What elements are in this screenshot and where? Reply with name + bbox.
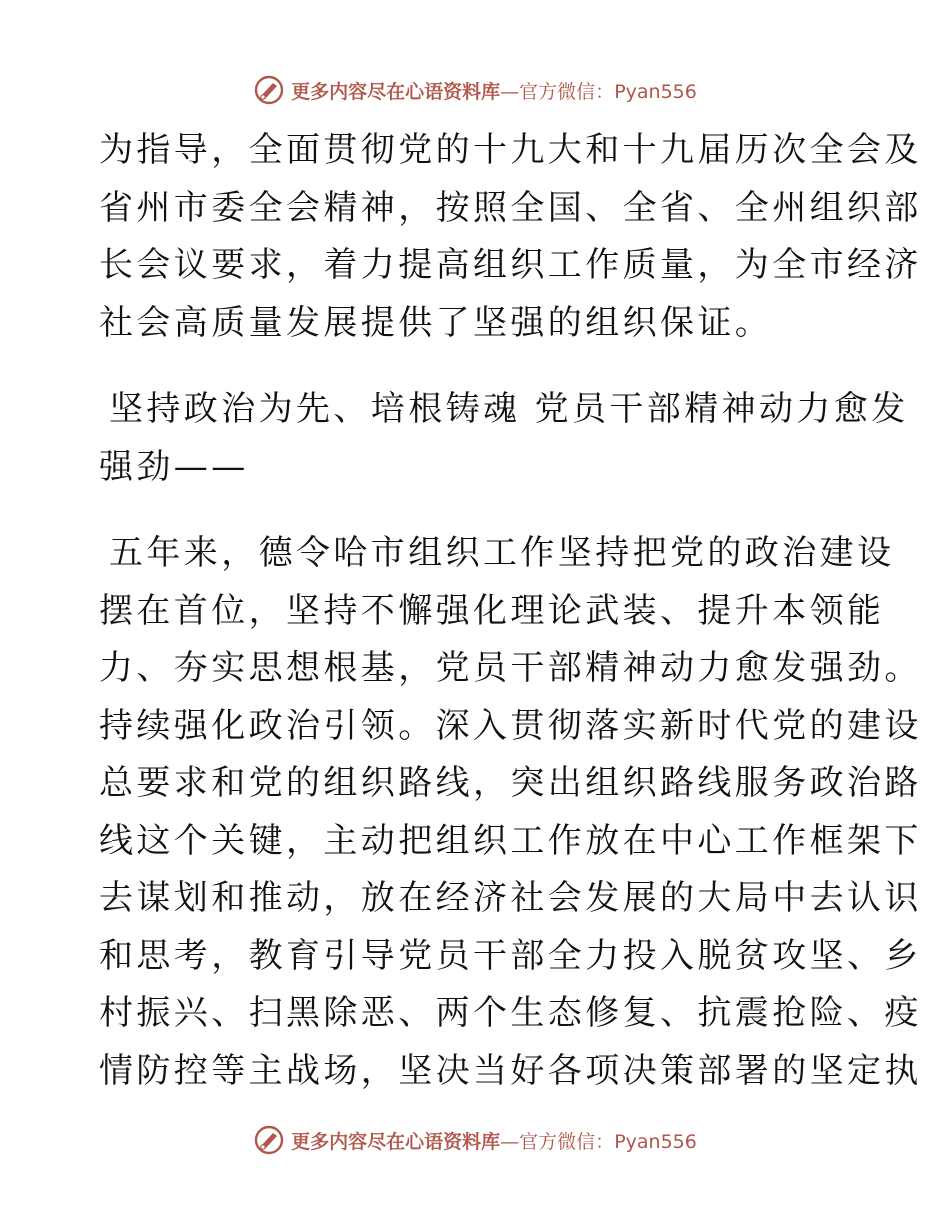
banner-wechat-label: 官方微信：: [519, 80, 615, 103]
banner-text: [291, 77, 697, 104]
paragraph-gap: [99, 496, 859, 525]
text-line: 力、夯实思想根基，党员干部精神动力愈发强劲。: [99, 648, 922, 688]
text-line: 总要求和党的组织路线，突出组织路线服务政治路: [99, 763, 922, 803]
text-line: 长会议要求，着力提高组织工作质量，为全市经济: [99, 245, 922, 285]
text-line: 持续强化政治引领。深入贯彻落实新时代党的建设: [99, 705, 922, 746]
heading-line: 强劲——: [99, 446, 249, 487]
banner-dash: —: [500, 1130, 520, 1153]
document-body: [99, 122, 922, 1100]
pen-circle-logo-icon: [253, 74, 285, 106]
paragraph-1: [99, 122, 922, 352]
text-line: 社会高质量发展提供了坚强的组织保证。: [99, 302, 773, 343]
banner-text: [291, 1127, 697, 1154]
banner-wechat-label: 官方微信：: [519, 1130, 615, 1153]
banner-main-text: 更多内容尽在心语资料库: [291, 1130, 501, 1153]
text-line: 去谋划和推动，放在经济社会发展的大局中去认识: [99, 878, 922, 918]
banner-wechat-id: Pyan556: [614, 1130, 697, 1153]
paragraph-2: [99, 525, 922, 1100]
text-line: 村振兴、扫黑除恶、两个生态修复、抗震抢险、疫: [99, 993, 922, 1033]
header-watermark-banner: [0, 70, 950, 110]
text-line: 为指导，全面贯彻党的十九大和十九届历次全会及: [99, 130, 922, 170]
banner-main-text: 更多内容尽在心语资料库: [291, 80, 501, 103]
footer-watermark-banner: [0, 1120, 950, 1160]
paragraph-gap: [99, 352, 859, 381]
text-line: 省州市委全会精神，按照全国、全省、全州组织部: [99, 187, 922, 228]
banner-wechat-id: Pyan556: [614, 80, 697, 103]
heading-line: 坚持政治为先、培根铸魂 党员干部精神动力愈发: [109, 389, 909, 429]
text-line: 情防控等主战场，坚决当好各项决策部署的坚定执: [99, 1050, 922, 1091]
text-line: 五年来，德令哈市组织工作坚持把党的政治建设: [109, 533, 895, 573]
pen-circle-logo-icon: [253, 1124, 285, 1156]
text-line: 摆在首位，坚持不懈强化理论武装、提升本领能: [99, 590, 885, 631]
text-line: 和思考，教育引导党员干部全力投入脱贫攻坚、乡: [99, 935, 922, 976]
banner-dash: —: [500, 80, 520, 103]
text-line: 线这个关键，主动把组织工作放在中心工作框架下: [99, 820, 922, 861]
section-heading: [99, 381, 909, 496]
